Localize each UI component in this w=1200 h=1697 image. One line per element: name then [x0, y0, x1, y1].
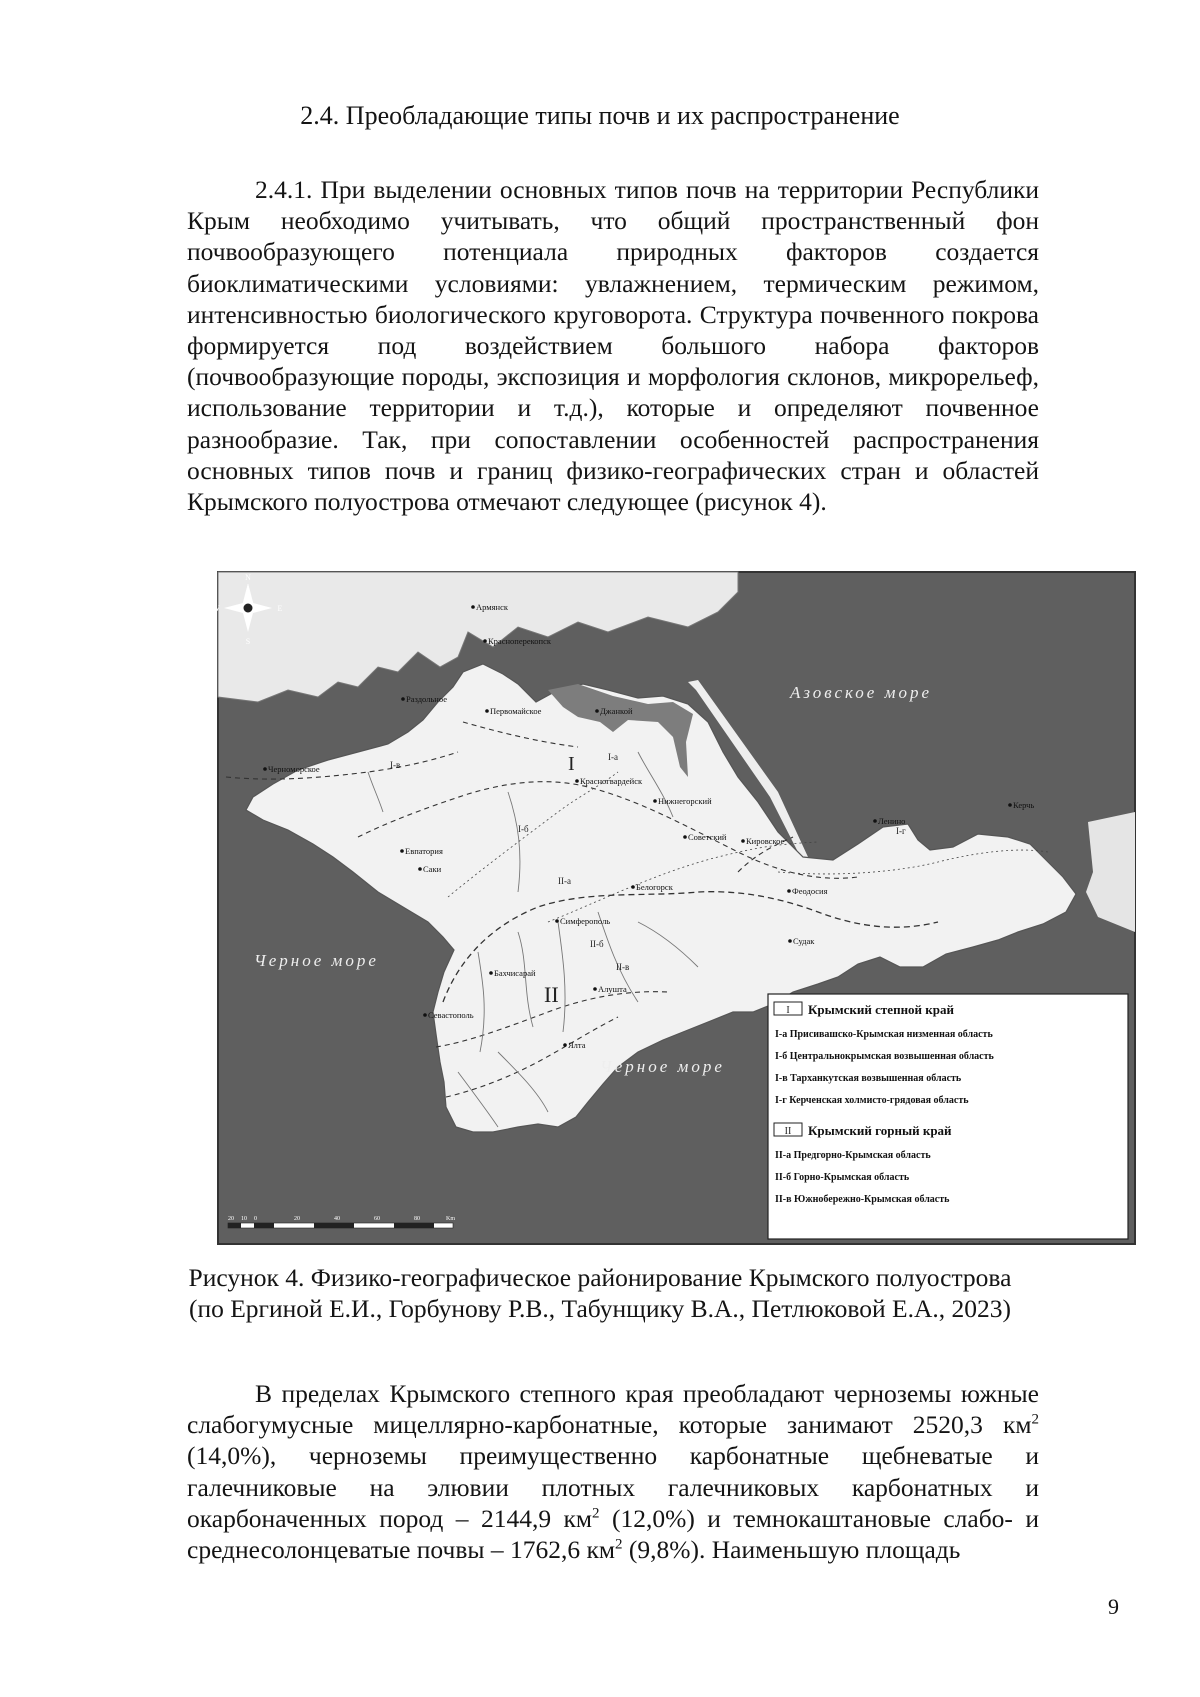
scale-label: Km — [446, 1216, 455, 1222]
town-label: Красноперекопск — [488, 636, 552, 646]
crimea-map — [212, 572, 1135, 1244]
compass-south: S — [245, 637, 251, 646]
town-label: Джанкой — [600, 706, 633, 716]
sub-label-Ia: I-а — [608, 752, 618, 762]
town-marker — [263, 767, 267, 771]
sub-label-IIa: II-а — [558, 876, 571, 886]
superscript-1: 2 — [1031, 1411, 1039, 1428]
town-marker — [1008, 803, 1012, 807]
town-marker — [489, 971, 493, 975]
paragraph-soils-text-1: В пределах Крымского степного края преобладают черноземы южные слабогумусные мицеллярно-карбонатные, которые занимают 2520,3 км — [187, 1379, 1039, 1440]
town-label: Черноморское — [268, 764, 320, 774]
town-label: Армянск — [476, 602, 508, 612]
sub-label-IIv: II-в — [616, 962, 630, 972]
town-label: Судак — [793, 936, 815, 946]
town-label: Белогорск — [636, 882, 673, 892]
compass-west: W — [212, 604, 220, 613]
scale-label: 20 — [228, 1216, 234, 1222]
superscript-3: 2 — [615, 1536, 623, 1553]
town-label: Ленино — [878, 816, 906, 826]
legend-group2-num: II — [784, 1126, 792, 1137]
town-label: Первомайское — [490, 706, 542, 716]
superscript-2: 2 — [592, 1505, 600, 1522]
town-marker — [423, 1013, 427, 1017]
sea-label-azov: Азовское море — [790, 683, 932, 702]
sea-label-black-west: Черное море — [254, 951, 379, 970]
legend-item: I-в Тарханкутская возвышенная область — [775, 1073, 962, 1084]
town-marker — [873, 819, 877, 823]
legend-group1-num: I — [786, 1005, 790, 1016]
scale-label: 40 — [334, 1216, 340, 1222]
caption-line-2: (по Ергиной Е.И., Горбунову Р.В., Табунщику В.А., Петлюковой Е.А., 2023) — [188, 1294, 1012, 1323]
town-marker — [595, 709, 599, 713]
town-label: Саки — [423, 864, 442, 874]
town-marker — [483, 639, 487, 643]
sub-label-IIb: II-б — [590, 939, 604, 949]
sub-label-Iv: I-в — [390, 760, 401, 770]
scale-label: 0 — [254, 1216, 257, 1222]
town-marker — [575, 779, 579, 783]
legend-group1-title: Крымский степной край — [808, 1002, 955, 1017]
paragraph-soils — [187, 1378, 1039, 1565]
town-label: Советский — [688, 832, 727, 842]
town-label: Феодосия — [792, 886, 828, 896]
town-label: Кировское — [746, 836, 785, 846]
compass-east: E — [277, 604, 283, 613]
town-marker — [400, 849, 404, 853]
paragraph-soils-text-2: (14,0%), черноземы преимущественно карбонатные щебневатые и галечниковые на элювии плотных галечниковых карбонатных и окарбоначенных пород – 2144,9 км — [187, 1441, 1039, 1533]
sea-label-black-south: Черное море — [600, 1057, 725, 1076]
town-label: Севастополь — [428, 1010, 474, 1020]
caption-line-1: Рисунок 4. Физико-географическое районирование Крымского полуострова — [188, 1263, 1012, 1292]
town-label: Раздольное — [406, 694, 447, 704]
town-marker — [593, 987, 597, 991]
legend-item: II-а Предгорно-Крымская область — [775, 1150, 931, 1161]
town-label: Керчь — [1013, 800, 1035, 810]
town-marker — [563, 1043, 567, 1047]
town-label: Ялта — [568, 1040, 586, 1050]
town-label: Симферополь — [560, 916, 611, 926]
town-marker — [787, 889, 791, 893]
scale-label: 20 — [294, 1216, 300, 1222]
town-label: Бахчисарай — [494, 968, 536, 978]
town-label: Алушта — [598, 984, 627, 994]
town-label: Красногвардейск — [580, 776, 643, 786]
crimea-map-figure — [212, 572, 1135, 1244]
figure-caption — [0, 1262, 1200, 1324]
sub-label-Ig: I-г — [896, 826, 906, 836]
region-label-II: II — [544, 982, 559, 1007]
paragraph-soils-text-4: (9,8%). Наименьшую площадь — [622, 1535, 961, 1565]
town-marker — [631, 885, 635, 889]
town-marker — [471, 605, 475, 609]
map-legend — [768, 994, 1128, 1239]
scale-label: 80 — [414, 1216, 420, 1222]
town-marker — [683, 835, 687, 839]
legend-item: I-г Керченская холмисто-грядовая область — [775, 1095, 969, 1106]
legend-group2-title: Крымский горный край — [808, 1123, 952, 1138]
town-marker — [418, 867, 422, 871]
legend-item: I-а Присивашско-Крымская низменная область — [775, 1029, 993, 1040]
town-marker — [485, 709, 489, 713]
town-label: Евпатория — [405, 846, 443, 856]
legend-item: II-в Южнобережно-Крымская область — [775, 1194, 950, 1205]
scale-label: 10 — [241, 1216, 247, 1222]
paragraph-soils-text-3: (12,0%) и темнокаштановые слабо- и среднесолонцеватые почвы – 1762,6 км — [187, 1503, 1039, 1565]
compass-north: N — [245, 573, 251, 582]
town-marker — [788, 939, 792, 943]
paragraph-intro: 2.4.1. При выделении основных типов почв на территории Республики Крым необходимо учитывать, что общий пространственный фон почвообразующего потенциала природных факторов создается биоклиматическими условиями: увлажнением, термическим режимом, интенсивностью биологического круговорота. Структура почвенного покрова формируется под воздействием большого набора факторов (почвообразующие породы, экспозиция и морфология склонов, микрорельеф, использование территории и т.д.), которые и определяют почвенное разнообразие. Так, при сопоставлении особенностей распространения основных типов почв и границ физико-географических стран и областей Крымского полуострова отмечают следующее (рисунок 4). — [187, 175, 1039, 517]
town-marker — [401, 697, 405, 701]
legend-item: II-б Горно-Крымская область — [775, 1172, 910, 1183]
sub-label-Ib: I-б — [518, 824, 529, 834]
scale-label: 60 — [374, 1216, 380, 1222]
town-marker — [653, 799, 657, 803]
legend-item: I-б Центральнокрымская возвышенная область — [775, 1051, 994, 1062]
region-label-I: I — [568, 753, 575, 775]
town-label: Нижнегорский — [658, 796, 712, 806]
town-marker — [555, 919, 559, 923]
town-marker — [741, 839, 745, 843]
page-number: 9 — [1108, 1594, 1119, 1619]
section-heading: 2.4. Преобладающие типы почв и их распространение — [300, 101, 900, 130]
